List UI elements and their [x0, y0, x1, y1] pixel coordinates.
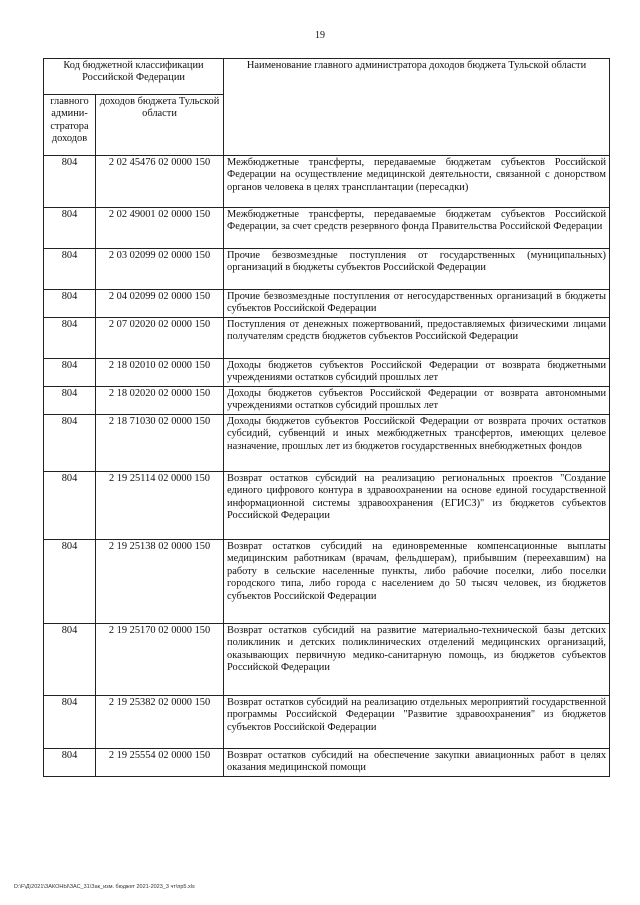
income-name-cell: Возврат остатков субсидий на развитие материально-технической базы детских поликлиник и детских поликлинических отделений медицинских организаций, оказывающих первичную медико-санитарную помощь, из бюджетов субъектов Российской Федерации	[224, 624, 610, 696]
income-code-cell: 2 02 49001 02 0000 150	[96, 208, 224, 249]
admin-code-cell: 804	[44, 156, 96, 208]
table-row	[44, 208, 610, 249]
table-row	[44, 318, 610, 359]
income-name-cell: Межбюджетные трансферты, передаваемые бюджетам субъектов Российской Федерации на осуществление медицинской деятельности, связанной с донорством органов человека в целях трансплантации (пересадки)	[224, 156, 610, 208]
income-name-cell: Возврат остатков субсидий на единовременные компенсационные выплаты медицинским работникам (врачам, фельдшерам), прибывшим (переехавшим) на работу в сельские населенные пункты, либо рабочие поселки, либо поселки городского типа, либо города с населением до 50 тысяч человек, из бюджетов субъектов Российской Федерации	[224, 540, 610, 624]
header-code-group: Код бюджетной классификации Российской Федерации	[44, 59, 224, 95]
table-row	[44, 624, 610, 696]
admin-code-cell: 804	[44, 208, 96, 249]
income-code-cell: 2 03 02099 02 0000 150	[96, 249, 224, 290]
income-code-cell: 2 02 45476 02 0000 150	[96, 156, 224, 208]
table-row	[44, 696, 610, 749]
admin-code-cell: 804	[44, 290, 96, 318]
header-name-column: Наименование главного администратора доходов бюджета Тульской области	[224, 59, 610, 156]
table-row	[44, 249, 610, 290]
table-header-row	[44, 59, 610, 95]
income-code-cell: 2 19 25114 02 0000 150	[96, 472, 224, 540]
table-row	[44, 540, 610, 624]
table-row	[44, 156, 610, 208]
income-code-cell: 2 07 02020 02 0000 150	[96, 318, 224, 359]
income-name-cell: Доходы бюджетов субъектов Российской Федерации от возврата прочих остатков субсидий, субвенций и иных межбюджетных трансфертов, имеющих целевое назначение, прошлых лет из бюджетов государственных внебюджетных фондов	[224, 415, 610, 472]
income-name-cell: Прочие безвозмездные поступления от государственных (муниципальных) организаций в бюджеты субъектов Российской Федерации	[224, 249, 610, 290]
income-name-cell: Возврат остатков субсидий на реализацию региональных проектов "Создание единого цифрового контура в здравоохранении на основе единой государственной информационной системы здравоохранения (ЕГИСЗ)" из бюджетов субъектов Российской Федерации	[224, 472, 610, 540]
table-row	[44, 415, 610, 472]
income-code-cell: 2 18 71030 02 0000 150	[96, 415, 224, 472]
admin-code-cell: 804	[44, 624, 96, 696]
admin-code-cell: 804	[44, 359, 96, 387]
admin-code-cell: 804	[44, 696, 96, 749]
table-row	[44, 749, 610, 777]
budget-classification-table	[43, 58, 610, 777]
table-row	[44, 290, 610, 318]
income-name-cell: Прочие безвозмездные поступления от негосударственных организаций в бюджеты субъектов Российской Федерации	[224, 290, 610, 318]
income-name-cell: Доходы бюджетов субъектов Российской Федерации от возврата автономными учреждениями остатков субсидий прошлых лет	[224, 387, 610, 415]
income-code-cell: 2 19 25554 02 0000 150	[96, 749, 224, 777]
income-code-cell: 2 18 02020 02 0000 150	[96, 387, 224, 415]
income-name-cell: Межбюджетные трансферты, передаваемые бюджетам субъектов Российской Федерации, за счет средств резервного фонда Правительства Российской Федерации	[224, 208, 610, 249]
income-code-cell: 2 19 25138 02 0000 150	[96, 540, 224, 624]
table-row	[44, 387, 610, 415]
income-code-cell: 2 04 02099 02 0000 150	[96, 290, 224, 318]
footer-file-path: D:\F\Д\2021\ЗАКОНЫ\ЗАС_31\Зак_изм. бюджет 2021-2023_3 чт\пр5.xls	[14, 884, 195, 890]
admin-code-cell: 804	[44, 415, 96, 472]
header-admin-column: главного админи-стратора доходов	[44, 95, 96, 156]
income-name-cell: Поступления от денежных пожертвований, предоставляемых физическими лицами получателям средств бюджетов субъектов Российской Федерации	[224, 318, 610, 359]
income-name-cell: Возврат остатков субсидий на обеспечение закупки авиационных работ в целях оказания медицинской помощи	[224, 749, 610, 777]
income-name-cell: Возврат остатков субсидий на реализацию отдельных мероприятий государственной программы Российской Федерации "Развитие здравоохранения" из бюджетов субъектов Российской Федерации	[224, 696, 610, 749]
admin-code-cell: 804	[44, 540, 96, 624]
admin-code-cell: 804	[44, 472, 96, 540]
income-code-cell: 2 19 25170 02 0000 150	[96, 624, 224, 696]
admin-code-cell: 804	[44, 249, 96, 290]
income-name-cell: Доходы бюджетов субъектов Российской Федерации от возврата бюджетными учреждениями остатков субсидий прошлых лет	[224, 359, 610, 387]
admin-code-cell: 804	[44, 749, 96, 777]
table-row	[44, 472, 610, 540]
income-code-cell: 2 19 25382 02 0000 150	[96, 696, 224, 749]
admin-code-cell: 804	[44, 318, 96, 359]
page-number: 19	[315, 30, 325, 41]
admin-code-cell: 804	[44, 387, 96, 415]
header-income-column: доходов бюджета Тульской области	[96, 95, 224, 156]
table-row	[44, 359, 610, 387]
income-code-cell: 2 18 02010 02 0000 150	[96, 359, 224, 387]
